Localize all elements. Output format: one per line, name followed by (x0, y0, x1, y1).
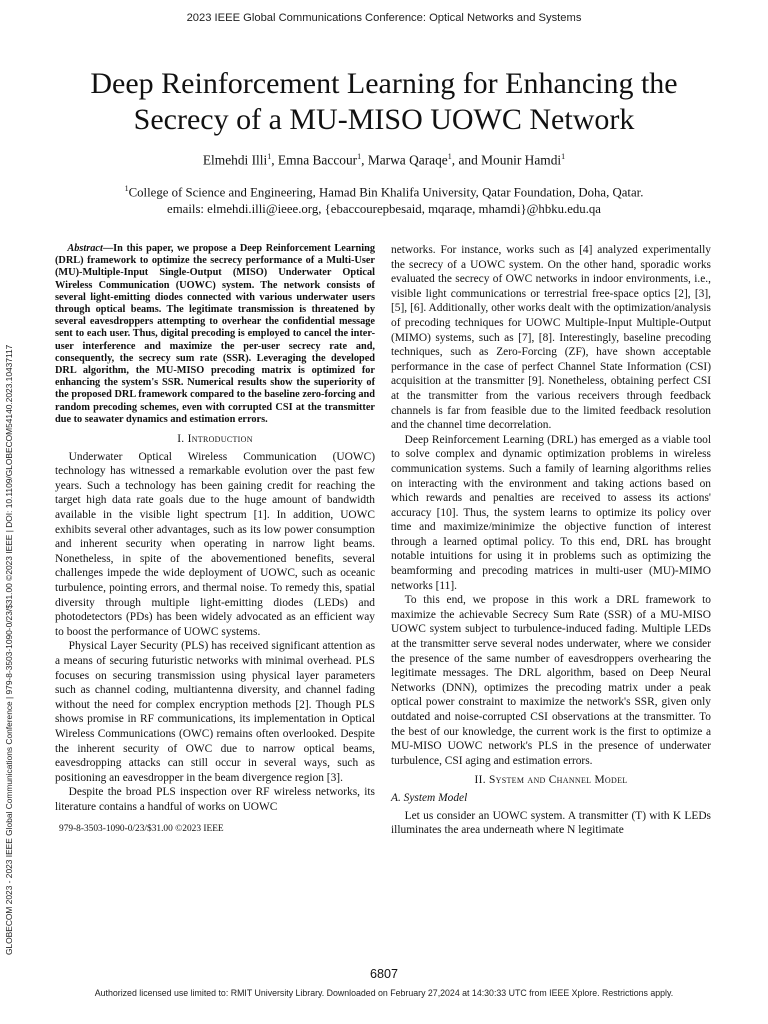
paragraph: networks. For instance, works such as [4] analyzed experimentally the secrecy of a UOWC system. On the other hand, sporadic works evaluated the secrecy of OWC networks in indoor environments, i.e., visible light communications or terrestrial free-space optics [2], [3], [5], [6]. Additionally, other works dealt with the optimization/analysis of precoding techniques for UOWC Multiple-Input Multiple-Output (MIMO) systems, such as [7], [8]. Interestingly, baseline precoding techniques, such as Zero-Forcing (ZF), have shown acceptable performance in the case of perfect Channel State Information (CSI) acquisition at the transmitter [9]. Nonetheless, obtaining perfect CSI at the transmitter from the various receivers through feedback channels is far from feasible due to the limited feedback resolution and the channel time decorrelation. (391, 244, 711, 432)
copyright-footnote: 979-8-3503-1090-0/23/$31.00 ©2023 IEEE (59, 824, 224, 835)
title-line-2: Secrecy of a MU-MISO UOWC Network (133, 103, 635, 136)
affiliation-sup: 1 (124, 184, 129, 193)
left-column (55, 243, 375, 837)
author-sup: 1 (447, 152, 452, 161)
paragraph: Underwater Optical Wireless Communication (UOWC) technology has witnessed a remarkable evolution over the past few years. Such a technology has been gaining credit for reaching the target high data rate goals due to the huge amount of bandwidth available in the visible light spectrum [1]. In addition, UOWC exhibits several other advantages, such as its low power consumption and inherent security when operating in narrow light beams. Nonetheless, in spite of the abovementioned benefits, several challenges impede the wide deployment of UOWC, such as oceanic turbulence, pointing errors, and thermal noise. To remedy this, spatial diversity through multiple light-emitting diodes (LEDs) and photodetectors (PDs) has been widely advocated as an efficient way to boost the performance of UOWC systems. (55, 450, 375, 638)
affiliation-text: College of Science and Engineering, Hamad Bin Khalifa University, Qatar Foundation, Doha, Qatar. (128, 185, 644, 200)
subsection-heading: A. System Model (391, 791, 468, 804)
author-sup: 1 (267, 152, 272, 161)
paragraph: Physical Layer Security (PLS) has received significant attention as a means of securing futuristic networks with minimal overhead. PLS focuses on securing transmission using physical layer parameters such as channel coding, multiantenna diversity, and channel fading without the need for complex encryption methods [2]. Though PLS shows promise in RF communications, its implementation in Optical Wireless Communications (OWC) remains often overlooked. Despite the inherent security of OWC due to narrow optical beams, eavesdropping attacks can still occur in several ways, such as positioning an eavesdropper in the beam divergence region [3]. (55, 640, 375, 784)
section-heading-system-model: II. System and Channel Model (474, 774, 628, 787)
side-doi-strip: GLOBECOM 2023 - 2023 IEEE Global Communications Conference | 979-8-3503-1090-0/23/$31.00 ©2023 IEEE | DOI: 10.1109/GLOBECOM54140.2023.10437117 (4, 344, 14, 955)
abstract (55, 243, 375, 426)
abstract-text: —In this paper, we propose a Deep Reinforcement Learning (DRL) framework to optimize the secrecy performance of a Multi-User (MU)-Multiple-Input Single-Output (MISO) Underwater Optical Wireless Communication (UOWC) system. The network consists of several light-emitting diodes connected with various underwater users through optical beams. The legitimate transmission is threatened by several eavesdroppers attempting to overhear the confidential message sent to each user. Thus, digital precoding is employed to cancel the inter-user interference and maximize the per-user secrecy rate and, consequently, the secrecy sum rate (SSR). Leveraging the developed DRL algorithm, the MU-MISO precoding matrix is optimized for enhancing the system's SSR. Numerical results show the superiority of the proposed DRL framework compared to the baseline zero-forcing and random precoding schemes, even with corrupted CSI at the transmitter due to seawater dynamics and estimation errors. (55, 243, 375, 425)
page-number: 6807 (369, 967, 399, 981)
title-line-1: Deep Reinforcement Learning for Enhancing the (90, 67, 678, 100)
section-heading-introduction: I. Introduction (177, 433, 253, 446)
abstract-label: Abstract (67, 243, 103, 254)
paragraph: To this end, we propose in this work a DRL framework to maximize the achievable Secrecy Sum Rate (SSR) of a MU-MISO UOWC system subject to turbulence-induced fading. Multiple LEDs at the transmitter serve several nodes underwater, where we consider the presence of the same number of eavesdroppers overhearing the legitimate messages. The DRL algorithm, based on Deep Neural Networks (DNN), optimizes the precoding matrix under a peak optical power constraint to maximize the network's SSR, given only outdated and noise-corrupted CSI observations at the transmitter. To the best of our knowledge, the current work is the first to optimize a MU-MISO UOWC network's PLS in the presence of underwater turbulence, CSI aging and estimation errors. (391, 594, 711, 767)
emails: emails: elmehdi.illi@ieee.org, {ebaccourepbesaid, mqaraqe, mhamdi}@hbku.edu.qa (167, 202, 601, 217)
affiliation (0, 180, 768, 201)
paragraph: Let us consider an UOWC system. A transmitter (T) with K LEDs illuminates the area underneath where N legitimate (391, 809, 711, 837)
paragraph: Despite the broad PLS inspection over RF wireless networks, its literature contains a handful of works on UOWC (55, 786, 375, 813)
author-sup: 1 (357, 152, 362, 161)
author-name: Emna Baccour (277, 152, 358, 168)
affiliation-block (0, 180, 768, 218)
author-name: and Mounir Hamdi (458, 152, 562, 168)
right-column (391, 243, 711, 838)
paper-title (50, 66, 718, 138)
license-footer: Authorized licensed use limited to: RMIT University Library. Downloaded on February 27,2024 at 14:30:33 UTC from IEEE Xplore. Restrictions apply. (94, 988, 674, 998)
author-sup: 1 (561, 152, 566, 161)
paragraph: Deep Reinforcement Learning (DRL) has emerged as a viable tool to solve complex and dynamic optimization problems in wireless communication systems. Such a family of learning algorithms relies on interacting with the environment and taking actions based on which rewards and penalties are received to assess its actions' accuracy [10]. Thus, the system learns to optimize its policy over time and maximize/minimize the objective function of interest through a learned optimal policy. To this end, DRL has brought notable intuitions for using it in problems such as optimizing the beamforming and precoding matrices in multi-user (MU)-MIMO networks [11]. (391, 433, 711, 592)
conference-header: 2023 IEEE Global Communications Conference: Optical Networks and Systems (186, 12, 582, 24)
author-name: Elmehdi Illi (202, 152, 268, 168)
author-list: Elmehdi Illi$^1$, Emna Baccour$^1$, Marwa Qaraqe$^1$, and Mounir Hamdi$^1$ (202, 152, 566, 168)
author-name: Marwa Qaraqe (367, 152, 448, 168)
